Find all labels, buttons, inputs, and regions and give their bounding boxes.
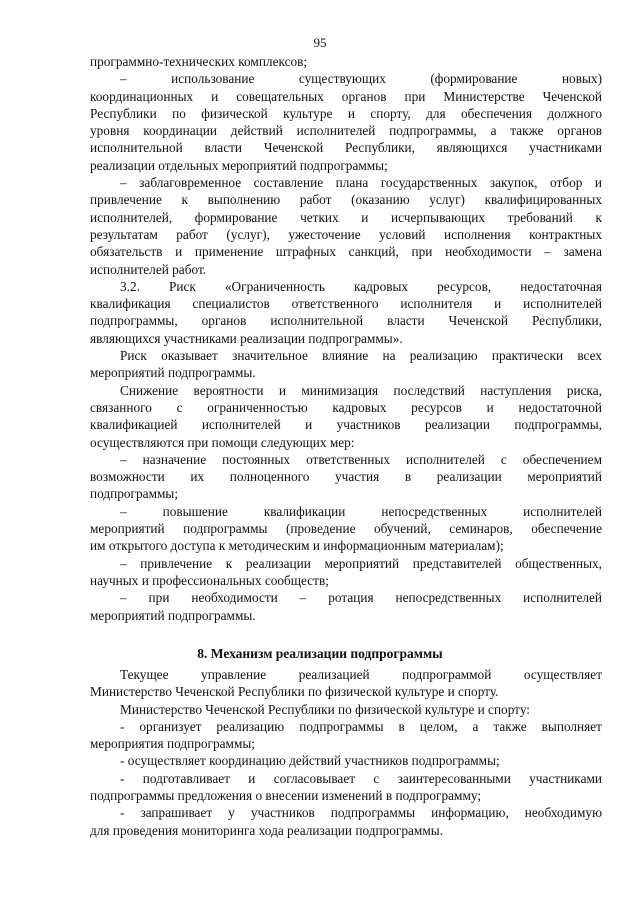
text-line: - запрашивает у участников подпрограммы информацию, необходимую xyxy=(120,805,602,821)
text-line: Снижение вероятности и минимизация последствий наступления риска, xyxy=(120,382,602,398)
text-line: уровня координации действий исполнителей подпрограммы, а также органов xyxy=(90,123,602,139)
text-line: квалификация специалистов ответственного исполнителя и исполнителей xyxy=(90,296,602,312)
text-line: 3.2. Риск «Ограниченность кадровых ресурсов, недостаточная xyxy=(120,278,602,294)
text-line: – заблаговременное составление плана государственных закупок, отбор и xyxy=(120,175,602,191)
text-line: – привлечение к реализации мероприятий представителей общественных, xyxy=(120,555,602,571)
body-text-bottom xyxy=(90,666,602,839)
body-text-top xyxy=(90,53,602,624)
text-line: - подготавливает и согласовывает с заинтересованными участниками xyxy=(120,770,602,786)
text-line: реализации отдельных мероприятий подпрограммы; xyxy=(90,157,388,173)
text-line: привлечение к выполнению работ (оказанию услуг) квалифицированных xyxy=(90,192,602,208)
text-line: для проведения мониторинга хода реализации подпрограммы. xyxy=(90,822,444,838)
text-line: - осуществляет координацию действий участников подпрограммы; xyxy=(120,753,500,769)
text-line: являющихся участниками реализации подпрограммы». xyxy=(90,330,403,346)
text-line: Республики по физической культуре и спорту, для обеспечения должного xyxy=(90,105,602,121)
text-line: Текущее управление реализацией подпрограммой осуществляет xyxy=(120,667,602,682)
text-line: возможности их полноценного участия в реализации мероприятий xyxy=(90,469,602,485)
text-line: мероприятий подпрограммы (проведение обучений, семинаров, обеспечение xyxy=(90,521,602,537)
text-line: Министерство Чеченской Республики по физической культуре и спорту. xyxy=(90,684,499,700)
text-line: связанного с ограниченностью кадровых ресурсов и недостаточной xyxy=(90,399,602,415)
text-line: исполнителей, формирование четких и исчерпывающих требований к xyxy=(90,209,602,225)
text-line: исполнителей работ. xyxy=(90,261,207,277)
page-number: 95 xyxy=(313,35,327,50)
text-line: – использование существующих (формирование новых) xyxy=(120,71,602,87)
text-line: Риск оказывает значительное влияние на реализацию практически всех xyxy=(120,348,602,364)
text-line: им открытого доступа к методическим и информационным материалам); xyxy=(90,538,504,554)
section-heading: 8. Механизм реализации подпрограммы xyxy=(197,646,443,661)
text-line: результатам работ (услуг), ужесточение условий исполнения контрактных xyxy=(90,226,602,242)
text-line: исполнительной власти Чеченской Республики, являющихся участниками xyxy=(90,140,602,156)
text-line: осуществляются при помощи следующих мер: xyxy=(90,434,355,450)
text-line: Министерство Чеченской Республики по физической культуре и спорту: xyxy=(120,701,530,717)
text-line: – при необходимости – ротация непосредственных исполнителей xyxy=(120,590,602,606)
text-line: мероприятия подпрограммы; xyxy=(90,736,255,752)
text-line: – повышение квалификации непосредственных исполнителей xyxy=(120,503,602,519)
text-line: подпрограммы, органов исполнительной власти Чеченской Республики, xyxy=(90,313,602,329)
text-line: – назначение постоянных ответственных исполнителей с обеспечением xyxy=(120,451,602,467)
text-line: обязательств и применение штрафных санкций, при необходимости – замена xyxy=(90,244,602,260)
text-line: координационных и совещательных органов при Министерстве Чеченской xyxy=(90,88,602,104)
text-line: программно-технических комплексов; xyxy=(90,54,308,69)
text-line: квалификацией исполнителей и участников реализации подпрограммы, xyxy=(90,417,602,433)
text-line: подпрограммы; xyxy=(90,486,179,502)
text-line: мероприятий подпрограммы. xyxy=(90,607,256,623)
text-line: подпрограммы предложения о внесении изменений в подпрограмму; xyxy=(90,788,482,804)
text-line: - организует реализацию подпрограммы в целом, а также выполняет xyxy=(120,718,602,734)
text-line: научных и профессиональных сообществ; xyxy=(90,572,329,588)
text-line: мероприятий подпрограммы. xyxy=(90,365,256,381)
